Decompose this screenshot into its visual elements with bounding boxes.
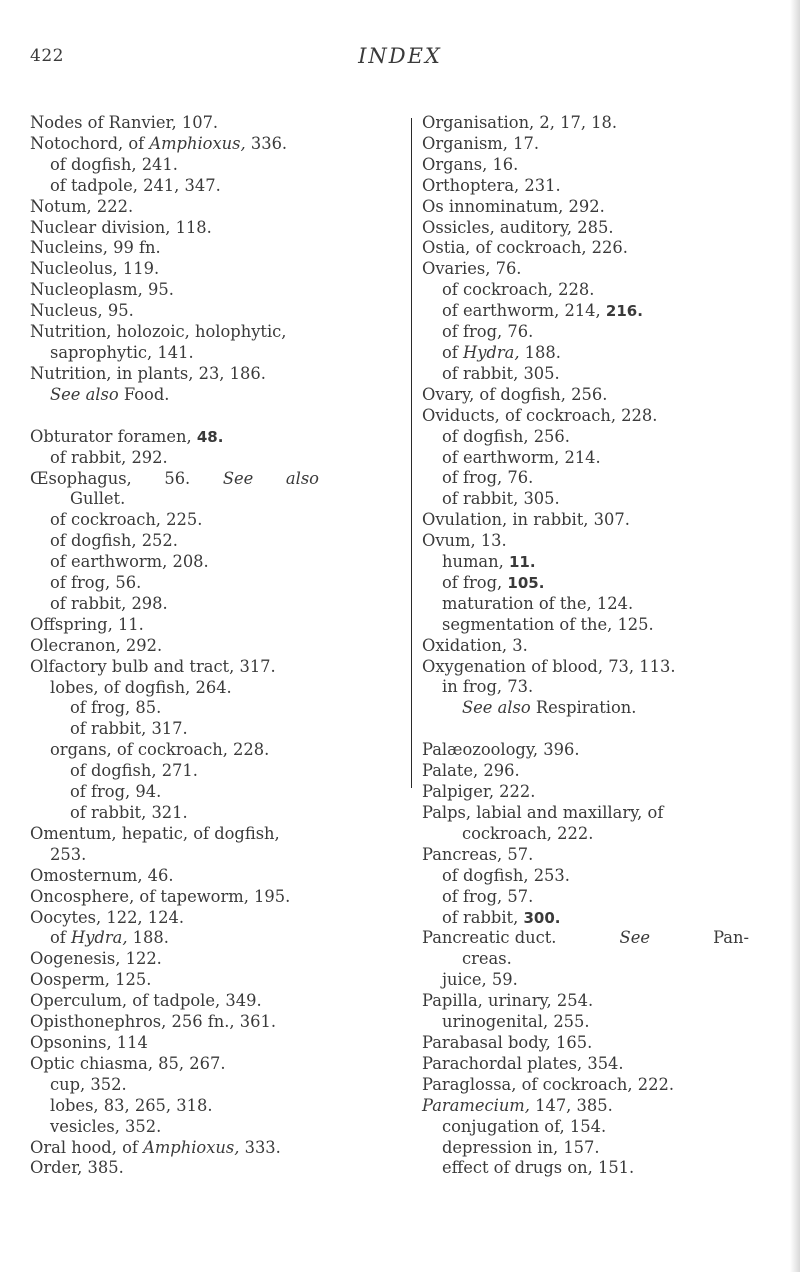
entry-text: Oxygenation of blood, 73, 113.	[422, 656, 676, 676]
running-head: INDEX	[358, 44, 442, 68]
entry-text: urinogenital, 255.	[442, 1012, 590, 1032]
index-subentry	[422, 594, 752, 615]
entry-text: 333.	[239, 1137, 281, 1157]
index-entry	[30, 1012, 330, 1033]
index-entry	[30, 1054, 330, 1075]
entry-text: 336.	[245, 133, 288, 153]
entry-text: Parachordal plates, 354.	[422, 1053, 624, 1073]
entry-text: Nodes of Ranvier, 107.	[30, 113, 219, 132]
entry-text: Ossicles, auditory, 285.	[422, 217, 614, 237]
entry-text: Notum, 222.	[30, 196, 134, 216]
entry-text: vesicles, 352.	[50, 1116, 162, 1136]
entry-text: Opsonins, 114	[30, 1032, 148, 1052]
page-number: 422	[30, 46, 64, 66]
entry-text: Organism, 17.	[422, 133, 539, 153]
index-entry	[30, 280, 330, 301]
index-subentry	[30, 803, 330, 824]
entry-text: Notochord, of	[30, 133, 150, 153]
entry-text: of dogfish, 256.	[442, 426, 570, 446]
entry-text: of earthworm, 208.	[50, 552, 209, 572]
index-subentry	[422, 468, 752, 489]
index-entry	[30, 364, 330, 385]
entry-text: Palæozoology, 396.	[422, 740, 580, 760]
index-entry	[30, 991, 330, 1012]
page-edge-shadow	[790, 0, 800, 1272]
italic-text: Hydra,	[463, 342, 520, 362]
index-entry	[422, 782, 752, 803]
italic-text: also	[285, 468, 319, 488]
entry-text: Oral hood, of	[30, 1137, 144, 1157]
entry-text: of	[442, 342, 464, 362]
index-entry	[422, 740, 752, 761]
entry-text: Pancreas, 57.	[422, 844, 534, 864]
index-entry	[422, 406, 752, 427]
index-entry	[422, 1033, 752, 1054]
entry-text: of frog, 76.	[442, 322, 534, 342]
entry-text: Pan-	[713, 928, 749, 948]
entry-text: of dogfish, 252.	[50, 531, 178, 551]
index-subentry	[422, 1012, 752, 1033]
entry-text: Ovary, of dogfish, 256.	[422, 384, 608, 404]
entry-text: Palpiger, 222.	[422, 782, 536, 802]
entry-text: conjugation of, 154.	[442, 1116, 607, 1136]
index-entry	[422, 176, 752, 197]
entry-text: of cockroach, 228.	[442, 280, 595, 300]
index-subentry	[30, 573, 330, 594]
bold-page-ref: 11.	[508, 553, 536, 572]
entry-text: Nutrition, in plants, 23, 186.	[30, 363, 266, 383]
entry-text: Gullet.	[70, 489, 126, 509]
entry-text: human,	[442, 552, 509, 572]
entry-text: Nucleus, 95.	[30, 301, 134, 321]
entry-text: Offspring, 11.	[30, 614, 144, 634]
italic-text: Paramecium,	[422, 1095, 530, 1115]
index-entry	[422, 218, 752, 239]
index-subentry	[422, 970, 752, 991]
index-subentry	[422, 448, 752, 469]
index-subentry	[30, 155, 330, 176]
entry-text: of rabbit, 317.	[70, 719, 188, 739]
index-entry	[30, 469, 319, 490]
entry-text: Oosperm, 125.	[30, 970, 152, 990]
italic-text: Amphioxus,	[149, 133, 246, 153]
index-subentry	[422, 866, 752, 887]
index-subentry	[30, 552, 330, 573]
entry-text: Orthoptera, 231.	[422, 175, 561, 195]
index-entry	[422, 1075, 752, 1096]
entry-text: Ovum, 13.	[422, 531, 507, 551]
bold-page-ref: 300.	[523, 908, 561, 927]
entry-text: Optic chiasma, 85, 267.	[30, 1053, 226, 1073]
index-entry	[422, 636, 752, 657]
entry-text: maturation of the, 124.	[442, 593, 634, 613]
index-section-gap	[422, 719, 752, 740]
entry-text: Nuclear division, 118.	[30, 217, 212, 237]
index-subentry	[30, 719, 330, 740]
index-entry	[30, 218, 330, 239]
index-entry	[422, 134, 752, 155]
index-entry	[422, 259, 752, 280]
entry-text: Nutrition, holozoic, holophytic,	[30, 322, 287, 342]
index-subentry	[30, 698, 330, 719]
index-subentry	[30, 448, 330, 469]
index-entry	[30, 301, 330, 322]
index-subentry	[30, 489, 330, 510]
entry-text: Os innominatum, 292.	[422, 196, 605, 216]
index-subentry	[422, 949, 752, 970]
index-subentry	[30, 740, 330, 761]
italic-text: See also	[462, 698, 531, 718]
index-entry	[30, 197, 330, 218]
index-entry	[30, 113, 330, 134]
index-subentry	[422, 1158, 752, 1179]
italic-text: See	[222, 468, 254, 488]
index-subentry	[422, 615, 752, 636]
entry-text: Ovaries, 76.	[422, 259, 522, 279]
entry-text: Palps, labial and maxillary, of	[422, 803, 664, 822]
entry-text: of cockroach, 225.	[50, 510, 203, 530]
entry-text: 56.	[164, 468, 191, 488]
entry-text: Opisthonephros, 256 fn., 361.	[30, 1012, 277, 1032]
entry-text: Ostia, of cockroach, 226.	[422, 238, 628, 258]
italic-text: See	[619, 928, 650, 948]
index-subentry	[422, 552, 752, 573]
index-entry	[422, 1054, 752, 1075]
index-entry	[30, 427, 330, 448]
index-entry	[422, 155, 752, 176]
entry-text: of frog, 85.	[70, 698, 162, 718]
entry-text: Nucleins, 99 fn.	[30, 238, 161, 258]
index-entry	[30, 322, 330, 343]
index-subentry	[422, 824, 752, 845]
entry-text: of frog, 94.	[70, 782, 162, 802]
index-entry	[30, 1138, 330, 1159]
index-entry	[422, 991, 752, 1012]
entry-text: of dogfish, 253.	[442, 865, 570, 885]
index-subentry	[422, 1117, 752, 1138]
index-subentry	[422, 280, 752, 301]
index-subentry	[422, 698, 752, 719]
entry-text: of rabbit,	[442, 907, 524, 927]
entry-text: Nucleoplasm, 95.	[30, 280, 174, 300]
entry-text: Food.	[118, 384, 170, 404]
entry-text: creas.	[462, 949, 512, 969]
entry-text: Palate, 296.	[422, 761, 520, 781]
entry-text: Respiration.	[530, 698, 637, 718]
bold-page-ref: 105.	[507, 573, 545, 592]
entry-text: Ovulation, in rabbit, 307.	[422, 510, 630, 530]
entry-text: Order, 385.	[30, 1158, 124, 1178]
index-entry	[422, 657, 752, 678]
entry-text: effect of drugs on, 151.	[442, 1158, 635, 1178]
bold-page-ref: 48.	[196, 427, 224, 446]
italic-text: Amphioxus,	[143, 1137, 240, 1157]
entry-text: Omentum, hepatic, of dogfish,	[30, 823, 280, 843]
index-subentry	[422, 364, 752, 385]
entry-text: of rabbit, 305.	[442, 363, 560, 383]
index-entry	[30, 238, 330, 259]
index-subentry	[422, 427, 752, 448]
italic-text: See also	[50, 384, 119, 404]
index-entry	[422, 197, 752, 218]
index-entry	[422, 113, 752, 134]
entry-text: Parabasal body, 165.	[422, 1032, 593, 1052]
index-subentry	[422, 887, 752, 908]
index-subentry	[30, 678, 330, 699]
entry-text: 188.	[127, 928, 169, 948]
index-entry	[422, 238, 752, 259]
index-entry	[422, 510, 752, 531]
index-subentry	[422, 489, 752, 510]
index-column-right	[422, 113, 752, 1179]
index-subentry	[30, 594, 330, 615]
entry-text: lobes, 83, 265, 318.	[50, 1095, 213, 1115]
index-subentry	[422, 1138, 752, 1159]
entry-text: cockroach, 222.	[462, 823, 594, 843]
index-entry	[422, 1096, 752, 1117]
entry-text: Pancreatic duct.	[422, 928, 557, 948]
index-entry	[30, 1033, 330, 1054]
index-entry	[30, 259, 330, 280]
entry-text: lobes, of dogfish, 264.	[50, 677, 232, 697]
entry-text: of frog, 56.	[50, 573, 142, 593]
index-section-gap	[30, 406, 330, 427]
entry-text: of rabbit, 298.	[50, 593, 168, 613]
index-subentry	[422, 343, 752, 364]
index-subentry	[422, 322, 752, 343]
entry-text: of rabbit, 305.	[442, 489, 560, 509]
index-subentry	[30, 1096, 330, 1117]
index-subentry	[422, 301, 752, 322]
index-entry	[30, 970, 330, 991]
entry-text: of earthworm, 214.	[442, 447, 601, 467]
entry-text: Oxidation, 3.	[422, 635, 528, 655]
entry-text: Œsophagus,	[30, 468, 132, 488]
index-subentry	[30, 761, 330, 782]
entry-text: saprophytic, 141.	[50, 342, 194, 362]
entry-text: organs, of cockroach, 228.	[50, 740, 270, 760]
index-subentry	[30, 845, 330, 866]
bold-page-ref: 216.	[605, 302, 643, 321]
entry-text: depression in, 157.	[442, 1137, 600, 1157]
index-entry	[422, 928, 749, 949]
entry-text: segmentation of the, 125.	[442, 614, 654, 634]
entry-text: of rabbit, 321.	[70, 803, 188, 822]
index-subentry	[422, 573, 752, 594]
index-entry	[30, 615, 330, 636]
index-entry	[30, 866, 330, 887]
index-entry	[30, 887, 330, 908]
italic-text: Hydra,	[71, 928, 128, 948]
entry-text: Paraglossa, of cockroach, 222.	[422, 1074, 675, 1094]
index-column-left	[30, 113, 330, 1179]
entry-text: of dogfish, 271.	[70, 761, 198, 781]
entry-text: Organs, 16.	[422, 154, 519, 174]
index-subentry	[422, 677, 752, 698]
entry-text: 147, 385.	[529, 1095, 613, 1115]
entry-text: Oogenesis, 122.	[30, 949, 162, 969]
index-subentry	[30, 928, 330, 949]
entry-text: Nucleolus, 119.	[30, 259, 160, 279]
index-entry	[30, 1158, 330, 1179]
index-entry	[30, 824, 330, 845]
index-subentry	[30, 1075, 330, 1096]
index-entry	[422, 803, 752, 824]
index-subentry	[30, 343, 330, 364]
entry-text: Oncosphere, of tapeworm, 195.	[30, 886, 291, 906]
index-entry	[422, 845, 752, 866]
index-entry	[422, 531, 752, 552]
entry-text: Olfactory bulb and tract, 317.	[30, 656, 276, 676]
index-entry	[422, 761, 752, 782]
entry-text: Obturator foramen,	[30, 426, 197, 446]
entry-text: Omosternum, 46.	[30, 865, 174, 885]
index-subentry	[30, 510, 330, 531]
index-entry	[30, 908, 330, 929]
entry-text: 253.	[50, 844, 87, 864]
entry-text: of earthworm, 214,	[442, 301, 606, 321]
column-divider	[411, 118, 412, 788]
entry-text: Oviducts, of cockroach, 228.	[422, 405, 658, 425]
index-entry	[30, 949, 330, 970]
entry-text: of dogfish, 241.	[50, 154, 178, 174]
entry-text: juice, 59.	[442, 970, 518, 990]
index-subentry	[30, 782, 330, 803]
index-entry	[422, 385, 752, 406]
entry-text: 188.	[519, 342, 561, 362]
index-entry	[30, 657, 330, 678]
index-subentry	[30, 531, 330, 552]
index-subentry	[30, 385, 330, 406]
entry-text: of rabbit, 292.	[50, 447, 168, 467]
index-subentry	[30, 176, 330, 197]
entry-text: Olecranon, 292.	[30, 635, 163, 655]
entry-text: of tadpole, 241, 347.	[50, 175, 221, 195]
index-subentry	[422, 908, 752, 929]
index-subentry	[30, 1117, 330, 1138]
entry-text: Oocytes, 122, 124.	[30, 907, 185, 927]
index-entry	[30, 636, 330, 657]
entry-text: Operculum, of tadpole, 349.	[30, 991, 262, 1011]
entry-text: of frog,	[442, 572, 508, 592]
entry-text: Organisation, 2, 17, 18.	[422, 113, 618, 132]
index-entry	[30, 134, 330, 155]
entry-text: in frog, 73.	[442, 677, 534, 697]
entry-text: of	[50, 928, 72, 948]
entry-text: Papilla, urinary, 254.	[422, 991, 594, 1011]
entry-text: of frog, 76.	[442, 468, 534, 488]
entry-text: cup, 352.	[50, 1074, 127, 1094]
entry-text: of frog, 57.	[442, 886, 534, 906]
